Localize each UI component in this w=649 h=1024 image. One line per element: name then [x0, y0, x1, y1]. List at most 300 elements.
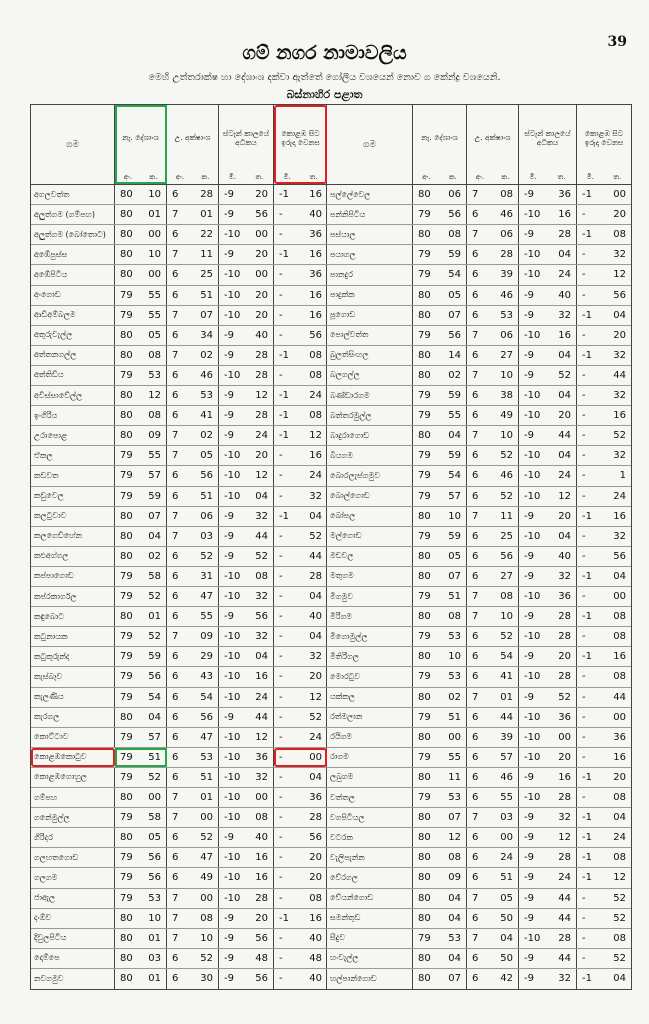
cell-diff-a: - [279, 631, 283, 643]
cell-std-b: 20 [255, 249, 268, 261]
cell-diff [577, 949, 631, 968]
cell-lon-a: 80 [418, 852, 431, 864]
cell-lat-b: 47 [200, 731, 213, 743]
table-header [327, 105, 631, 185]
cell-diff [577, 848, 631, 867]
cell-lon-b: 08 [448, 229, 461, 241]
cell-diff-b: 04 [613, 812, 626, 824]
cell-diff-a: - [279, 329, 283, 341]
cell-std [519, 466, 577, 485]
village-name: බොල්ගොඩ [327, 487, 413, 506]
village-name: කප්පාගොඩ [31, 567, 115, 586]
cell-diff-b: 28 [309, 570, 322, 582]
cell-std [519, 768, 577, 787]
village-name: අංගොඩ [31, 286, 115, 305]
cell-std-b: 04 [255, 490, 268, 502]
cell-std-b: 20 [255, 189, 268, 201]
cell-diff [274, 527, 327, 546]
cell-diff-b: 20 [309, 872, 322, 884]
cell-lon-a: 80 [120, 832, 133, 844]
cell-std-b: 28 [558, 852, 571, 864]
cell-lat-b: 50 [500, 952, 513, 964]
cell-lat-a: 7 [172, 892, 179, 904]
cell-lon-b: 55 [448, 751, 461, 763]
cell-std-b: 20 [558, 510, 571, 522]
cell-lat-b: 42 [500, 973, 513, 985]
cell-lon [413, 788, 467, 807]
village-name: ඉංගිරිය [31, 406, 115, 425]
cell-std-b: 44 [255, 711, 268, 723]
village-name: අඹේපුස්ස [31, 245, 115, 264]
cell-lon-a: 80 [120, 530, 133, 542]
cell-std-b: 20 [255, 289, 268, 301]
cell-lat [167, 205, 219, 224]
cell-lon-b: 52 [148, 591, 161, 603]
cell-lat-a: 6 [472, 289, 479, 301]
cell-lon [115, 949, 167, 968]
cell-lat-b: 25 [200, 269, 213, 281]
cell-lon-a: 80 [120, 952, 133, 964]
cell-lon-b: 56 [448, 209, 461, 221]
cell-lat-a: 6 [172, 410, 179, 422]
cell-lat [467, 868, 519, 887]
cell-lat-a: 6 [172, 711, 179, 723]
cell-lon [115, 366, 167, 385]
village-name: මල්ගොඩ [327, 527, 413, 546]
cell-std-a: -10 [524, 269, 541, 281]
cell-lon-b: 04 [448, 952, 461, 964]
cell-diff-a: - [279, 570, 283, 582]
cell-lat-a: 6 [472, 570, 479, 582]
cell-lat [467, 286, 519, 305]
cell-std [519, 969, 577, 989]
cell-lat-a: 6 [472, 771, 479, 783]
cell-lon-b: 51 [148, 751, 161, 763]
table-row [327, 366, 631, 386]
cell-std-a: -9 [224, 189, 234, 201]
cell-std [519, 286, 577, 305]
cell-diff-b: 20 [613, 771, 626, 783]
header-longitude-unit-2: ක. [448, 172, 457, 181]
cell-diff [274, 788, 327, 807]
header-colombo-diff-unit-2: ත. [309, 172, 318, 181]
cell-std-a: -9 [224, 390, 234, 402]
cell-lon-a: 79 [120, 490, 133, 502]
cell-lon [413, 627, 467, 646]
cell-diff-b: 24 [613, 832, 626, 844]
cell-lon [413, 366, 467, 385]
cell-std-b: 24 [558, 470, 571, 482]
cell-lon [115, 446, 167, 465]
cell-diff-a: - [279, 691, 283, 703]
cell-lon-a: 79 [418, 792, 431, 804]
cell-diff-a: - [582, 731, 586, 743]
cell-lat-a: 6 [472, 973, 479, 985]
cell-lon-a: 80 [418, 349, 431, 361]
cell-lat-a: 6 [172, 490, 179, 502]
cell-std-a: -9 [524, 973, 534, 985]
cell-lat-b: 54 [200, 691, 213, 703]
cell-std-a: -10 [524, 932, 541, 944]
cell-diff-a: - [279, 651, 283, 663]
cell-std [219, 587, 274, 606]
cell-lon-b: 57 [148, 731, 161, 743]
cell-lat [467, 386, 519, 405]
cell-lat-b: 11 [500, 510, 513, 522]
cell-diff-b: 32 [613, 450, 626, 462]
cell-lat-a: 6 [172, 289, 179, 301]
table-row [327, 326, 631, 346]
cell-lat [167, 366, 219, 385]
cell-lat-b: 06 [500, 329, 513, 341]
cell-std [219, 446, 274, 465]
cell-std [219, 386, 274, 405]
cell-lat-b: 52 [200, 952, 213, 964]
cell-lon-b: 07 [448, 973, 461, 985]
cell-diff-a: - [279, 711, 283, 723]
cell-diff-a: - [279, 771, 283, 783]
cell-diff-b: 24 [309, 731, 322, 743]
cell-lon-a: 79 [418, 631, 431, 643]
village-name: හල්පාන්ගොඩ [327, 969, 413, 989]
cell-lon-b: 07 [448, 570, 461, 582]
cell-std [519, 929, 577, 948]
village-name: කඩවත [31, 466, 115, 485]
cell-std-b: 04 [558, 349, 571, 361]
cell-std [519, 446, 577, 465]
header-longitude-unit-1: අං. [422, 172, 431, 181]
village-name: ආඩිඅම්බලම [31, 306, 115, 325]
cell-lat-a: 7 [172, 510, 179, 522]
table-row [31, 306, 327, 326]
cell-lon-a: 80 [418, 651, 431, 663]
header-standard-time [219, 105, 274, 184]
table-row [327, 587, 631, 607]
cell-diff-a: - [582, 952, 586, 964]
cell-lon-a: 79 [120, 852, 133, 864]
cell-lat-b: 01 [500, 691, 513, 703]
cell-diff [577, 265, 631, 284]
cell-diff-a: - [582, 390, 586, 402]
cell-std-a: -10 [524, 490, 541, 502]
cell-std-a: -10 [224, 269, 241, 281]
cell-std-a: -10 [224, 309, 241, 321]
cell-std [519, 708, 577, 727]
cell-diff-b: 44 [309, 550, 322, 562]
village-name: රයිගම [327, 728, 413, 747]
cell-std-b: 40 [255, 329, 268, 341]
cell-diff-a: - [582, 631, 586, 643]
cell-std-a: -9 [524, 369, 534, 381]
cell-diff-b: 52 [613, 912, 626, 924]
cell-std [519, 949, 577, 968]
cell-std-b: 20 [558, 651, 571, 663]
cell-std [519, 788, 577, 807]
cell-diff-a: - [582, 691, 586, 703]
cell-diff-a: - [279, 269, 283, 281]
cell-std [519, 386, 577, 405]
table-row [31, 366, 327, 386]
village-name: ඒකල [31, 446, 115, 465]
table-row [31, 507, 327, 527]
cell-diff-a: - [279, 832, 283, 844]
cell-lon-b: 55 [148, 289, 161, 301]
cell-std-a: -10 [224, 731, 241, 743]
cell-lat-b: 51 [200, 771, 213, 783]
cell-lat [467, 245, 519, 264]
cell-lon-b: 53 [448, 792, 461, 804]
cell-lon [115, 688, 167, 707]
cell-lat-a: 6 [472, 952, 479, 964]
cell-std [519, 366, 577, 385]
cell-lon [115, 185, 167, 204]
cell-lat-a: 6 [472, 450, 479, 462]
cell-diff [577, 346, 631, 365]
table-row [327, 607, 631, 627]
cell-lat-a: 6 [172, 189, 179, 201]
cell-lon-a: 80 [120, 410, 133, 422]
cell-std-a: -9 [224, 832, 234, 844]
cell-std-a: -10 [224, 691, 241, 703]
cell-std-b: 20 [558, 751, 571, 763]
cell-lat-b: 00 [200, 892, 213, 904]
cell-std [219, 507, 274, 526]
village-name: වටරක [327, 828, 413, 847]
cell-lon-b: 59 [148, 490, 161, 502]
cell-std [219, 627, 274, 646]
cell-diff [577, 607, 631, 626]
cell-diff-a: - [582, 912, 586, 924]
cell-std [519, 225, 577, 244]
cell-diff [274, 245, 327, 264]
cell-lon [115, 547, 167, 566]
cell-lat [467, 185, 519, 204]
village-name: ගම්පහ [31, 788, 115, 807]
cell-diff-a: -1 [279, 510, 289, 522]
cell-lon [115, 647, 167, 666]
cell-lon [115, 929, 167, 948]
village-name: බුලත්සිංහල [327, 346, 413, 365]
table-row [327, 909, 631, 929]
cell-lon-a: 79 [418, 932, 431, 944]
cell-std-b: 00 [558, 731, 571, 743]
cell-lon [413, 708, 467, 727]
cell-std-a: -9 [524, 771, 534, 783]
cell-lon [115, 667, 167, 686]
cell-diff-b: 36 [613, 731, 626, 743]
cell-diff-a: - [279, 671, 283, 683]
cell-diff [577, 688, 631, 707]
cell-std-b: 32 [558, 973, 571, 985]
cell-lon-b: 06 [448, 189, 461, 201]
cell-lat-a: 7 [172, 812, 179, 824]
cell-diff-a: - [582, 209, 586, 221]
cell-lat-b: 10 [500, 430, 513, 442]
table-row [327, 446, 631, 466]
cell-diff [274, 265, 327, 284]
cell-diff [274, 587, 327, 606]
cell-std-a: -9 [524, 309, 534, 321]
cell-lon [115, 286, 167, 305]
cell-std-b: 00 [255, 792, 268, 804]
cell-std-a: -9 [224, 209, 234, 221]
cell-std [219, 225, 274, 244]
cell-lat [167, 929, 219, 948]
cell-diff [577, 647, 631, 666]
cell-std [519, 567, 577, 586]
cell-std [519, 889, 577, 908]
cell-lon-b: 53 [148, 369, 161, 381]
cell-std-a: -9 [524, 952, 534, 964]
cell-lon [413, 346, 467, 365]
cell-diff-b: 52 [309, 711, 322, 723]
cell-diff-b: 24 [309, 470, 322, 482]
cell-lat-a: 7 [172, 932, 179, 944]
cell-lon-b: 07 [148, 510, 161, 522]
cell-diff-a: - [582, 450, 586, 462]
cell-lon [115, 406, 167, 425]
table-row [327, 306, 631, 326]
table-row [31, 466, 327, 486]
table-row [31, 446, 327, 466]
village-name: බියගම [327, 446, 413, 465]
cell-lon-b: 10 [148, 189, 161, 201]
cell-std [519, 909, 577, 928]
cell-lat-a: 6 [472, 872, 479, 884]
cell-std [219, 607, 274, 626]
cell-std-a: -10 [224, 369, 241, 381]
table-row [327, 567, 631, 587]
cell-std-b: 28 [558, 229, 571, 241]
cell-lat-a: 6 [172, 611, 179, 623]
cell-lat [167, 627, 219, 646]
cell-lon-b: 08 [448, 611, 461, 623]
cell-lon-b: 04 [448, 892, 461, 904]
cell-diff [274, 466, 327, 485]
cell-diff-b: 32 [613, 530, 626, 542]
cell-lat [167, 426, 219, 445]
cell-std [219, 848, 274, 867]
cell-std-a: -10 [224, 792, 241, 804]
cell-std [519, 326, 577, 345]
cell-lat-b: 31 [200, 570, 213, 582]
cell-diff-b: 04 [613, 570, 626, 582]
table-row [327, 667, 631, 687]
cell-diff-b: 20 [613, 209, 626, 221]
cell-lat [467, 487, 519, 506]
village-name: කලගෙඩිහේන [31, 527, 115, 546]
cell-std [519, 265, 577, 284]
cell-lon [115, 306, 167, 325]
village-name: බත්තරමුල්ල [327, 406, 413, 425]
cell-lat-a: 6 [172, 470, 179, 482]
cell-lat-b: 52 [200, 550, 213, 562]
cell-lat-b: 46 [500, 289, 513, 301]
table-row [327, 929, 631, 949]
cell-lat-b: 44 [500, 711, 513, 723]
table-row [327, 768, 631, 788]
header-standard-time-label: ස්ටෑන් කාලයේ අධිකය [524, 128, 571, 147]
table-row [327, 889, 631, 909]
cell-std-b: 52 [558, 691, 571, 703]
cell-diff [577, 205, 631, 224]
cell-diff-b: 56 [309, 832, 322, 844]
village-name: පල්ලේවෙල [327, 185, 413, 204]
cell-diff-b: 08 [613, 671, 626, 683]
cell-diff-a: - [582, 329, 586, 341]
cell-lat-b: 01 [200, 792, 213, 804]
cell-std-a: -10 [224, 631, 241, 643]
cell-diff [577, 567, 631, 586]
header-village: ගම [327, 105, 413, 184]
cell-diff-a: -1 [279, 430, 289, 442]
cell-lat [167, 547, 219, 566]
cell-lat [467, 889, 519, 908]
cell-std [219, 768, 274, 787]
cell-std-a: -9 [524, 892, 534, 904]
cell-std [519, 728, 577, 747]
cell-lon [413, 286, 467, 305]
village-name: අවිස්සාවේල්ල [31, 386, 115, 405]
cell-diff [577, 185, 631, 204]
cell-lat [467, 446, 519, 465]
cell-lat-a: 7 [172, 792, 179, 804]
cell-lat-b: 08 [500, 591, 513, 603]
cell-lon-b: 55 [148, 309, 161, 321]
cell-lon-a: 80 [120, 189, 133, 201]
cell-lon-a: 80 [418, 771, 431, 783]
cell-diff-b: 16 [613, 510, 626, 522]
cell-std [219, 567, 274, 586]
cell-lon [413, 728, 467, 747]
cell-diff [577, 245, 631, 264]
cell-lon [115, 607, 167, 626]
cell-lat [467, 466, 519, 485]
table-row [31, 205, 327, 225]
cell-lon [413, 326, 467, 345]
cell-lat [467, 688, 519, 707]
cell-lon-a: 79 [120, 309, 133, 321]
cell-diff [274, 627, 327, 646]
cell-lat [467, 326, 519, 345]
cell-lon-a: 80 [120, 329, 133, 341]
cell-lat-a: 6 [172, 329, 179, 341]
cell-lon-a: 80 [120, 430, 133, 442]
cell-std-b: 28 [255, 892, 268, 904]
cell-lat-a: 7 [172, 349, 179, 361]
cell-lon-a: 79 [418, 591, 431, 603]
cell-lat-a: 7 [172, 309, 179, 321]
cell-lat-b: 46 [500, 209, 513, 221]
header-colombo-diff-unit-1: මි. [283, 172, 291, 181]
cell-lat-b: 05 [500, 892, 513, 904]
cell-lat [467, 587, 519, 606]
cell-std-b: 20 [255, 309, 268, 321]
cell-diff-a: - [279, 530, 283, 542]
cell-diff-b: 56 [309, 329, 322, 341]
cell-diff [577, 366, 631, 385]
cell-lon [413, 547, 467, 566]
cell-lat-b: 41 [200, 410, 213, 422]
cell-std-b: 24 [558, 269, 571, 281]
cell-lon-b: 11 [448, 771, 461, 783]
header-colombo-diff-unit-2: ත. [613, 172, 622, 181]
cell-lon-a: 79 [120, 892, 133, 904]
cell-lat-a: 7 [472, 329, 479, 341]
cell-diff-a: -1 [279, 189, 289, 201]
cell-lat [167, 326, 219, 345]
cell-std-a: -9 [524, 912, 534, 924]
